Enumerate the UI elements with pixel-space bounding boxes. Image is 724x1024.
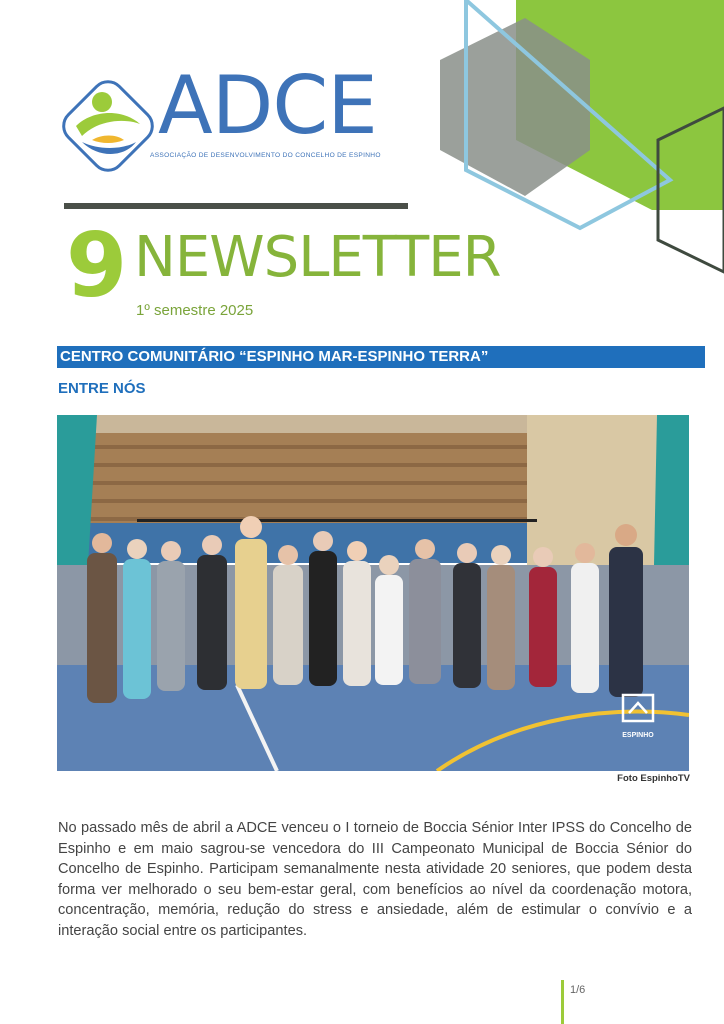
logo-emblem-icon xyxy=(62,80,154,172)
section-subtitle: ENTRE NÓS xyxy=(58,380,146,397)
group-photo xyxy=(57,415,689,771)
footer-rule xyxy=(561,980,564,1024)
adce-logo xyxy=(62,59,412,174)
photo-credit: Foto EspinhoTV xyxy=(617,773,690,784)
logo-title: ADCE xyxy=(158,59,377,152)
newsletter-title: NEWSLETTER xyxy=(134,225,501,290)
article-body: No passado mês de abril a ADCE venceu o I torneio de Boccia Sénior Inter IPSS do Concelho de Espinho e em maio sagrou-se vencedora do III Campeonato Municipal de Boccia Sénior do Concelho de Espinho. Participam semanalmente nesta atividade 20 seniores, que podem desta forma ver melhorado o seu bem-estar geral, com benefícios ao nível da coordenação motora, concentração, memória, redução do stress e ansiedade, além de estimular o convívio e a interação social entre os participantes. xyxy=(58,820,692,939)
logo-subtitle: ASSOCIAÇÃO DE DESENVOLVIMENTO DO CONCELHO DE ESPINHO xyxy=(150,152,381,159)
semester-label: 1º semestre 2025 xyxy=(136,302,254,319)
section-title-bar: CENTRO COMUNITÁRIO “ESPINHO MAR-ESPINHO TERRA” xyxy=(57,346,705,368)
header-divider xyxy=(64,203,408,209)
page-number: 1/6 xyxy=(570,984,586,996)
issue-number: 9 xyxy=(66,214,128,317)
photo-watermark: ESPINHO xyxy=(622,732,654,739)
